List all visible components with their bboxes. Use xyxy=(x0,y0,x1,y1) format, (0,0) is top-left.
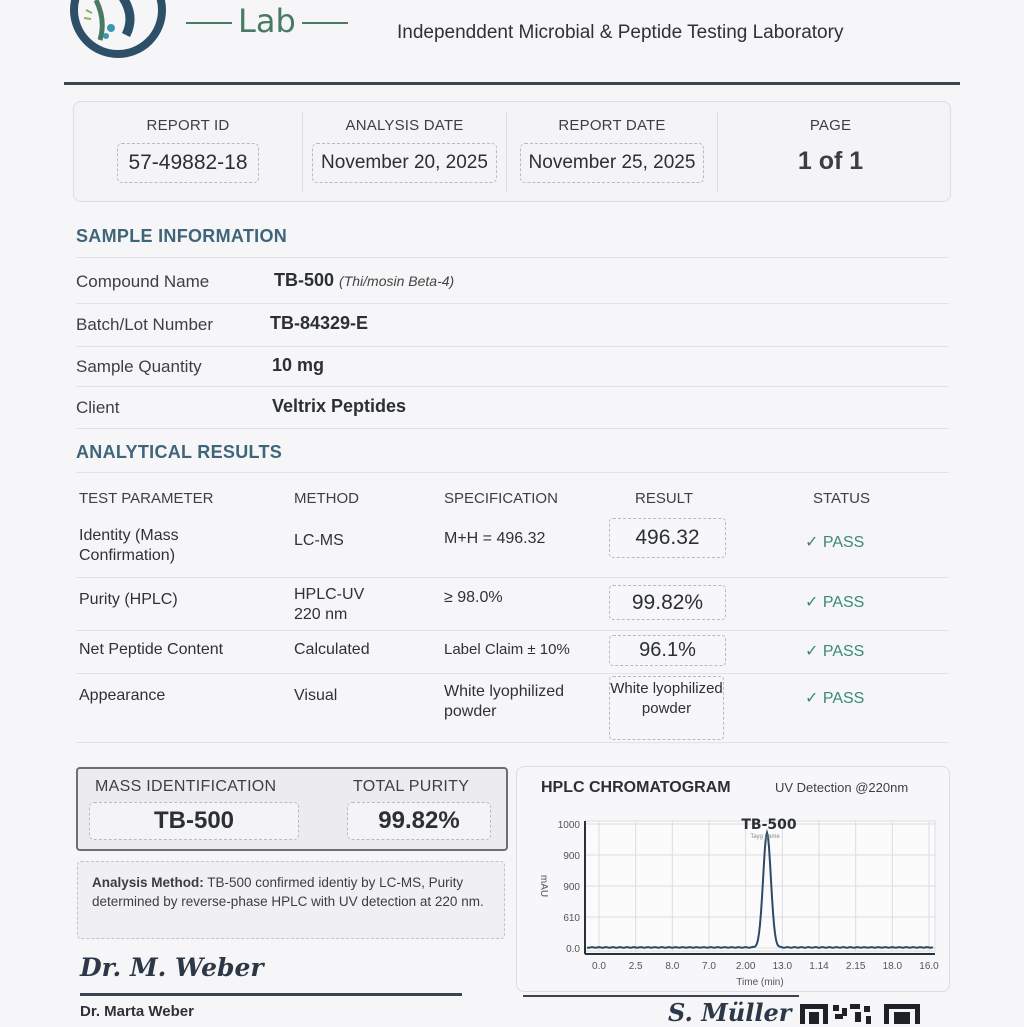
x-tick-label: 0.0 xyxy=(592,961,606,972)
sample-info-title: SAMPLE INFORMATION xyxy=(76,226,288,246)
spec-appearance: White lyophilized powder xyxy=(444,683,565,720)
mass-id-label: MASS IDENTIFICATION xyxy=(95,778,277,795)
batch-value: TB-84329-E xyxy=(270,313,369,333)
chromatogram-plot xyxy=(517,807,949,989)
spec-identity: M+H = 496.32 xyxy=(444,530,546,547)
x-tick-label: 16.0 xyxy=(919,961,939,972)
analysis-method-label: Analysis Method: xyxy=(92,875,204,890)
x-tick-label: 18.0 xyxy=(882,961,903,972)
signature-line xyxy=(80,993,462,996)
x-tick-label: 2.00 xyxy=(735,961,756,972)
y-axis-label: mAU xyxy=(538,874,549,898)
client-value: Veltrix Peptides xyxy=(272,396,407,416)
col-header-result: RESULT xyxy=(635,490,694,507)
x-tick-label: 7.0 xyxy=(702,961,716,972)
spec-purity: ≥ 98.0% xyxy=(444,589,503,606)
lab-logo xyxy=(66,0,171,58)
peak-label: TB-500 xyxy=(741,817,797,833)
status-appearance: ✓ PASS xyxy=(805,690,865,707)
method-purity: HPLC-UV 220 nm xyxy=(294,586,365,623)
batch-label: Batch/Lot Number xyxy=(76,315,214,334)
col-header-param: TEST PARAMETER xyxy=(79,490,214,507)
analysis-method-text: TB-500 confirmed identiy by LC-MS, Purity determined by reverse-phase HPLC with UV detection at 220 nm. xyxy=(92,875,484,909)
y-tick-label: 0.0 xyxy=(566,944,580,955)
status-purity: ✓ PASS xyxy=(805,594,865,611)
x-tick-label: 1.14 xyxy=(809,961,829,972)
report-id-field xyxy=(74,102,302,201)
quantity-value: 10 mg xyxy=(272,355,325,375)
signature-muller: S. Müller xyxy=(668,998,792,1027)
divider xyxy=(76,428,949,429)
col-header-spec: SPECIFICATION xyxy=(444,490,558,507)
report-id-label: REPORT ID xyxy=(146,117,230,134)
report-date-value: November 25, 2025 xyxy=(520,143,705,183)
method-net-peptide: Calculated xyxy=(294,641,370,658)
analysis-date-field xyxy=(303,102,506,201)
y-tick-label: 610 xyxy=(563,913,580,924)
divider xyxy=(76,673,949,674)
compound-name: TB-500 xyxy=(274,270,335,290)
divider xyxy=(76,303,949,304)
method-appearance: Visual xyxy=(294,687,338,704)
divider xyxy=(76,346,949,347)
logo-text: Lab xyxy=(180,2,354,40)
signature-weber: Dr. M. Weber xyxy=(80,953,264,982)
compound-note: (Thi/mosin Beta-4) xyxy=(339,273,455,289)
col-header-method: METHOD xyxy=(294,490,359,507)
method-identity: LC-MS xyxy=(294,532,344,549)
mass-id-value: TB-500 xyxy=(89,802,299,840)
lab-subtitle: Independdent Microbial & Peptide Testing Laboratory xyxy=(397,22,844,43)
spec-net-peptide: Label Claim ± 10% xyxy=(444,641,570,658)
divider xyxy=(76,386,949,387)
result-purity: 99.82% xyxy=(609,585,726,620)
result-appearance: White lyophilized powder xyxy=(609,676,724,740)
report-meta xyxy=(73,101,951,202)
x-tick-label: 13.0 xyxy=(772,961,793,972)
status-net-peptide: ✓ PASS xyxy=(805,643,865,660)
page-field xyxy=(718,102,943,201)
param-purity: Purity (HPLC) xyxy=(79,591,178,608)
param-identity: Identity (Mass Confirmation) xyxy=(79,527,179,564)
status-identity: ✓ PASS xyxy=(805,534,865,551)
signature-line xyxy=(523,995,799,997)
quantity-label: Sample Quantity xyxy=(76,357,202,376)
report-date-field xyxy=(507,102,717,201)
page-value: 1 of 1 xyxy=(797,147,864,175)
y-tick-label: 900 xyxy=(563,882,580,893)
divider xyxy=(76,472,949,473)
divider xyxy=(76,257,949,258)
compound-name-label: Compound Name xyxy=(76,272,210,291)
report-id-value: 57-49882-18 xyxy=(117,143,258,183)
divider xyxy=(76,630,949,631)
report-date-label: REPORT DATE xyxy=(558,117,666,134)
page-label: PAGE xyxy=(809,117,852,134)
header-divider xyxy=(64,82,960,85)
hplc-chart-panel xyxy=(516,766,950,992)
signer-name: Dr. Marta Weber xyxy=(80,1003,194,1020)
client-label: Client xyxy=(76,398,120,417)
total-purity-label: TOTAL PURITY xyxy=(353,778,470,795)
divider xyxy=(76,577,949,578)
y-tick-label: 1000 xyxy=(557,820,580,831)
analysis-method-note xyxy=(77,861,505,939)
qr-code xyxy=(800,1002,922,1024)
x-axis-label: Time (min) xyxy=(736,977,784,988)
analysis-date-value: November 20, 2025 xyxy=(312,143,497,183)
result-identity: 496.32 xyxy=(609,518,726,558)
chart-subtitle: UV Detection @220nm xyxy=(775,780,909,795)
peak-sublabel: Tayg pame xyxy=(750,834,780,840)
compound-name-value xyxy=(274,270,454,291)
summary-box xyxy=(76,767,508,851)
divider xyxy=(76,742,949,743)
analytical-results-title: ANALYTICAL RESULTS xyxy=(76,442,283,462)
chart-title: HPLC CHROMATOGRAM xyxy=(541,779,731,796)
y-tick-label: 900 xyxy=(563,851,580,862)
x-tick-label: 2.5 xyxy=(628,961,643,972)
total-purity-value: 99.82% xyxy=(347,802,491,840)
result-net-peptide: 96.1% xyxy=(609,635,726,666)
x-tick-label: 2.15 xyxy=(845,961,866,972)
x-tick-label: 8.0 xyxy=(665,961,680,972)
param-appearance: Appearance xyxy=(79,687,166,704)
col-header-status: STATUS xyxy=(813,490,870,507)
analysis-date-label: ANALYSIS DATE xyxy=(345,117,464,134)
param-net-peptide: Net Peptide Content xyxy=(79,641,224,658)
